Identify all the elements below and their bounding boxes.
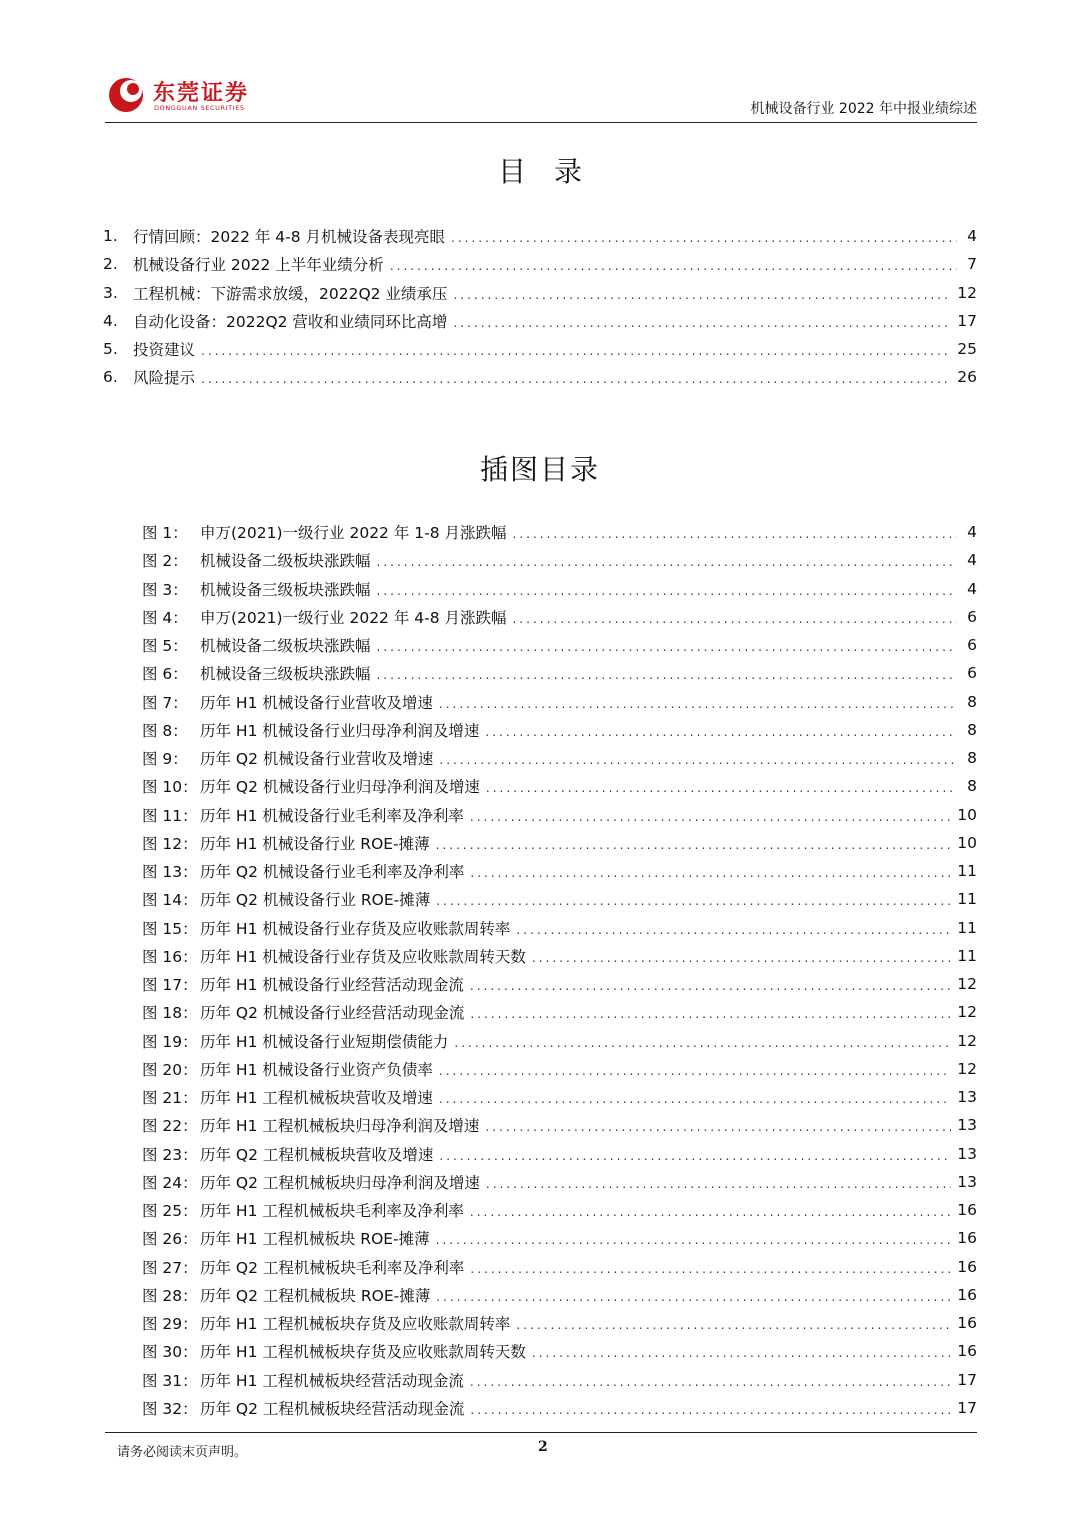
figure-entry-page: 12	[957, 975, 977, 994]
figure-entry[interactable]	[142, 575, 977, 603]
figure-entry[interactable]	[142, 1224, 977, 1252]
figure-entry-number: 图 5：	[142, 637, 188, 656]
toc-entry-page: 7	[967, 255, 977, 274]
figure-entry[interactable]	[142, 546, 977, 574]
dot-leader	[439, 1064, 951, 1078]
figure-entry-number: 图 28：	[142, 1286, 198, 1305]
figure-entry[interactable]	[142, 659, 977, 687]
dot-leader	[470, 1205, 951, 1219]
figure-entry[interactable]	[142, 1253, 977, 1281]
figure-entry[interactable]	[142, 942, 977, 970]
figure-entry-number: 图 32：	[142, 1399, 198, 1418]
figure-entry-number: 图 20：	[142, 1060, 198, 1079]
dot-leader	[470, 979, 951, 993]
figure-entry-number: 图 29：	[142, 1315, 198, 1334]
figure-entry-label: 机械设备二级板块涨跌幅	[200, 637, 371, 656]
figure-entry-page: 11	[957, 862, 977, 881]
toc-entry-label: 自动化设备：2022Q2 营收和业绩同环比高增	[133, 312, 448, 331]
figure-entry[interactable]	[142, 1140, 977, 1168]
dot-leader	[439, 1149, 951, 1163]
figure-entry-page: 10	[957, 833, 977, 852]
figure-entry-number: 图 1：	[142, 524, 188, 543]
figure-entry[interactable]	[142, 1027, 977, 1055]
figure-entry-label: 历年 H1 机械设备行业存货及应收账款周转率	[200, 919, 511, 938]
figure-entry[interactable]	[142, 1309, 977, 1337]
figure-entry-label: 历年 H1 机械设备行业营收及增速	[200, 693, 433, 712]
dot-leader	[486, 781, 957, 795]
figure-entry-number: 图 2：	[142, 552, 188, 571]
figure-entry-page: 13	[957, 1116, 977, 1135]
figure-entry[interactable]	[142, 1083, 977, 1111]
figure-entry-page: 16	[957, 1285, 977, 1304]
page-number: 2	[538, 1439, 548, 1455]
figure-entry-label: 历年 Q2 工程机械板块经营活动现金流	[200, 1399, 465, 1418]
figure-entry-label: 历年 H1 工程机械板块 ROE-摊薄	[200, 1230, 430, 1249]
toc-entry-label: 工程机械：下游需求放缓，2022Q2 业绩承压	[133, 284, 448, 303]
dot-leader	[470, 1403, 951, 1417]
company-logo	[105, 72, 305, 116]
toc-entry[interactable]	[103, 250, 977, 278]
figure-entry-label: 历年 H1 工程机械板块归母净利润及增速	[200, 1117, 480, 1136]
figure-entry-page: 4	[967, 551, 977, 570]
dot-leader	[486, 1177, 951, 1191]
figure-entry-label: 历年 H1 机械设备行业资产负债率	[200, 1060, 433, 1079]
figure-entry-number: 图 13：	[142, 863, 198, 882]
figure-entry-page: 6	[967, 607, 977, 626]
figure-entry-page: 6	[967, 636, 977, 655]
figure-entry-number: 图 22：	[142, 1117, 198, 1136]
figure-entry-number: 图 26：	[142, 1230, 198, 1249]
toc-entry-page: 26	[957, 368, 977, 387]
toc-entry[interactable]	[103, 363, 977, 391]
figure-entry-number: 图 19：	[142, 1032, 198, 1051]
figure-entry-number: 图 10：	[142, 778, 198, 797]
figure-entry-label: 历年 H1 工程机械板块存货及应收账款周转天数	[200, 1343, 526, 1362]
figure-entry-page: 12	[957, 1059, 977, 1078]
figure-entry-number: 图 3：	[142, 580, 188, 599]
figure-entry-number: 图 14：	[142, 891, 198, 910]
dot-leader	[453, 288, 951, 302]
toc-entry-page: 12	[957, 283, 977, 302]
toc-entry[interactable]	[103, 279, 977, 307]
toc-entry[interactable]	[103, 222, 977, 250]
page-header	[105, 70, 977, 123]
toc-heading: 目录	[497, 155, 610, 188]
figure-entry-label: 历年 Q2 机械设备行业归母净利润及增速	[200, 778, 480, 797]
figure-entry-label: 历年 H1 工程机械板块毛利率及净利率	[200, 1202, 464, 1221]
figure-entry-page: 13	[957, 1172, 977, 1191]
figure-entry[interactable]	[142, 772, 977, 800]
figure-entry-page: 11	[957, 918, 977, 937]
toc-entry-page: 25	[957, 340, 977, 359]
figure-entry-label: 历年 Q2 工程机械板块归母净利润及增速	[200, 1173, 480, 1192]
figure-entry-label: 历年 Q2 机械设备行业 ROE-摊薄	[200, 891, 431, 910]
figure-entry-label: 历年 H1 机械设备行业经营活动现金流	[200, 976, 464, 995]
figure-entry-label: 历年 H1 机械设备行业短期偿债能力	[200, 1032, 449, 1051]
figure-entry-number: 图 23：	[142, 1145, 198, 1164]
dot-leader	[513, 527, 957, 541]
figure-entry[interactable]	[142, 518, 977, 546]
figure-entry-page: 13	[957, 1144, 977, 1163]
dot-leader	[470, 866, 951, 880]
toc-entry-page: 4	[967, 227, 977, 246]
figure-entry-number: 图 30：	[142, 1343, 198, 1362]
figure-entry[interactable]	[142, 857, 977, 885]
figure-entry[interactable]	[142, 631, 977, 659]
figure-entry-page: 10	[957, 805, 977, 824]
toc-entry-label: 风险提示	[133, 369, 196, 388]
figure-entry-label: 机械设备二级板块涨跌幅	[200, 552, 371, 571]
toc-entry-number: 5.	[103, 340, 118, 359]
figure-entry[interactable]	[142, 829, 977, 857]
report-title: 机械设备行业 2022 年中报业绩综述	[750, 101, 977, 117]
figure-entry-number: 图 4：	[142, 608, 188, 627]
figure-entry-number: 图 9：	[142, 750, 188, 769]
toc-entry-page: 17	[957, 311, 977, 330]
dot-leader	[377, 555, 957, 569]
logo-chinese-name: 东莞证券	[153, 80, 250, 106]
toc-entry-number: 2.	[103, 255, 118, 274]
figure-entry-label: 历年 H1 工程机械板块经营活动现金流	[200, 1371, 464, 1390]
dot-leader	[201, 372, 951, 386]
figure-entry-number: 图 15：	[142, 919, 198, 938]
figure-entry-label: 历年 H1 机械设备行业 ROE-摊薄	[200, 834, 430, 853]
dot-leader	[377, 668, 957, 682]
figure-entry[interactable]	[142, 603, 977, 631]
figure-entry[interactable]	[142, 1281, 977, 1309]
figure-index-list	[142, 518, 977, 1422]
dot-leader	[439, 1092, 951, 1106]
dot-leader	[377, 584, 957, 598]
dot-leader	[485, 1120, 951, 1134]
figure-entry[interactable]	[142, 1055, 977, 1083]
figure-entry-number: 图 11：	[142, 806, 198, 825]
figure-entry-number: 图 27：	[142, 1258, 198, 1277]
figure-entry-number: 图 24：	[142, 1173, 198, 1192]
figure-entry[interactable]	[142, 914, 977, 942]
figure-entry-page: 4	[967, 579, 977, 598]
dot-leader	[377, 640, 957, 654]
figure-entry-number: 图 6：	[142, 665, 188, 684]
figure-entry[interactable]	[142, 1366, 977, 1394]
toc-entry[interactable]	[103, 335, 977, 363]
toc-entry-number: 6.	[103, 368, 118, 387]
figure-entry-label: 历年 H1 工程机械板块存货及应收账款周转率	[200, 1315, 511, 1334]
figure-entry-label: 历年 Q2 机械设备行业毛利率及净利率	[200, 863, 465, 882]
dot-leader	[532, 951, 951, 965]
figure-entry-page: 11	[957, 946, 977, 965]
logo-english-name: DONGGUAN SECURITIES	[154, 104, 245, 112]
figure-entry-page: 16	[957, 1342, 977, 1361]
figure-entry-number: 图 12：	[142, 834, 198, 853]
figure-index-heading: 插图目录	[479, 453, 600, 486]
dot-leader	[436, 838, 952, 852]
figure-entry[interactable]	[142, 1337, 977, 1365]
dot-leader	[516, 923, 951, 937]
figure-entry[interactable]	[142, 885, 977, 913]
figure-entry-number: 图 8：	[142, 721, 188, 740]
figure-entry-label: 历年 Q2 工程机械板块营收及增速	[200, 1145, 434, 1164]
figure-entry-page: 13	[957, 1088, 977, 1107]
dot-leader	[516, 1318, 951, 1332]
figure-entry-page: 12	[957, 1031, 977, 1050]
dot-leader	[454, 1036, 951, 1050]
dot-leader	[436, 894, 951, 908]
figure-entry-label: 历年 H1 机械设备行业归母净利润及增速	[200, 721, 480, 740]
dot-leader	[451, 231, 957, 245]
dot-leader	[439, 697, 957, 711]
figure-entry-page: 8	[967, 777, 977, 796]
figure-entry-page: 6	[967, 664, 977, 683]
figure-entry[interactable]	[142, 998, 977, 1026]
dot-leader	[453, 316, 951, 330]
toc-entry-number: 1.	[103, 227, 118, 246]
figure-entry[interactable]	[142, 744, 977, 772]
figure-entry-number: 图 7：	[142, 693, 188, 712]
figure-entry-page: 16	[957, 1314, 977, 1333]
figure-entry[interactable]	[142, 1196, 977, 1224]
figure-entry-page: 12	[957, 1003, 977, 1022]
figure-entry-page: 16	[957, 1257, 977, 1276]
figure-entry-page: 11	[957, 890, 977, 909]
figure-entry-label: 历年 Q2 工程机械板块毛利率及净利率	[200, 1258, 465, 1277]
toc-entry-number: 3.	[103, 283, 118, 302]
figure-entry[interactable]	[142, 716, 977, 744]
dot-leader	[470, 810, 951, 824]
dot-leader	[485, 725, 957, 739]
toc-entry-label: 行情回顾：2022 年 4-8 月机械设备表现亮眼	[133, 228, 446, 247]
figure-entry[interactable]	[142, 1394, 977, 1422]
dot-leader	[470, 1262, 951, 1276]
toc-entry-label: 投资建议	[133, 341, 196, 360]
figure-entry[interactable]	[142, 1168, 977, 1196]
dot-leader	[436, 1290, 951, 1304]
figure-entry[interactable]	[142, 688, 977, 716]
figure-entry[interactable]	[142, 970, 977, 998]
toc-entry[interactable]	[103, 307, 977, 335]
dot-leader	[470, 1007, 951, 1021]
dot-leader	[532, 1346, 951, 1360]
dot-leader	[439, 753, 957, 767]
figure-entry-number: 图 16：	[142, 947, 198, 966]
figure-entry-page: 4	[967, 523, 977, 542]
toc-list	[103, 222, 977, 392]
toc-entry-number: 4.	[103, 311, 118, 330]
figure-entry-label: 机械设备三级板块涨跌幅	[200, 665, 371, 684]
figure-entry-number: 图 21：	[142, 1089, 198, 1108]
figure-entry-label: 历年 Q2 机械设备行业经营活动现金流	[200, 1004, 465, 1023]
dot-leader	[201, 344, 951, 358]
figure-entry-number: 图 31：	[142, 1371, 198, 1390]
figure-entry-page: 8	[967, 749, 977, 768]
figure-entry-label: 历年 H1 机械设备行业毛利率及净利率	[200, 806, 464, 825]
dot-leader	[513, 612, 957, 626]
dot-leader	[470, 1375, 951, 1389]
figure-entry-number: 图 25：	[142, 1202, 198, 1221]
figure-entry-label: 申万(2021)一级行业 2022 年 4-8 月涨跌幅	[200, 608, 507, 627]
dot-leader	[436, 1233, 952, 1247]
figure-entry[interactable]	[142, 801, 977, 829]
figure-entry-label: 历年 Q2 机械设备行业营收及增速	[200, 750, 434, 769]
toc-entry-label: 机械设备行业 2022 上半年业绩分析	[133, 256, 384, 275]
figure-entry-page: 17	[957, 1398, 977, 1417]
figure-entry-page: 16	[957, 1201, 977, 1220]
figure-entry-label: 历年 H1 工程机械板块营收及增速	[200, 1089, 433, 1108]
figure-entry-number: 图 17：	[142, 976, 198, 995]
figure-entry-label: 机械设备三级板块涨跌幅	[200, 580, 371, 599]
figure-entry[interactable]	[142, 1111, 977, 1139]
figure-entry-label: 申万(2021)一级行业 2022 年 1-8 月涨跌幅	[200, 524, 507, 543]
figure-entry-page: 8	[967, 692, 977, 711]
disclaimer-note: 请务必阅读末页声明。	[117, 1445, 248, 1460]
figure-entry-page: 17	[957, 1370, 977, 1389]
page-footer	[105, 1432, 977, 1463]
dot-leader	[390, 259, 957, 273]
figure-entry-page: 16	[957, 1229, 977, 1248]
logo-mark-icon	[107, 76, 149, 114]
figure-entry-label: 历年 H1 机械设备行业存货及应收账款周转天数	[200, 947, 526, 966]
figure-entry-number: 图 18：	[142, 1004, 198, 1023]
figure-entry-page: 8	[967, 720, 977, 739]
figure-entry-label: 历年 Q2 工程机械板块 ROE-摊薄	[200, 1286, 431, 1305]
